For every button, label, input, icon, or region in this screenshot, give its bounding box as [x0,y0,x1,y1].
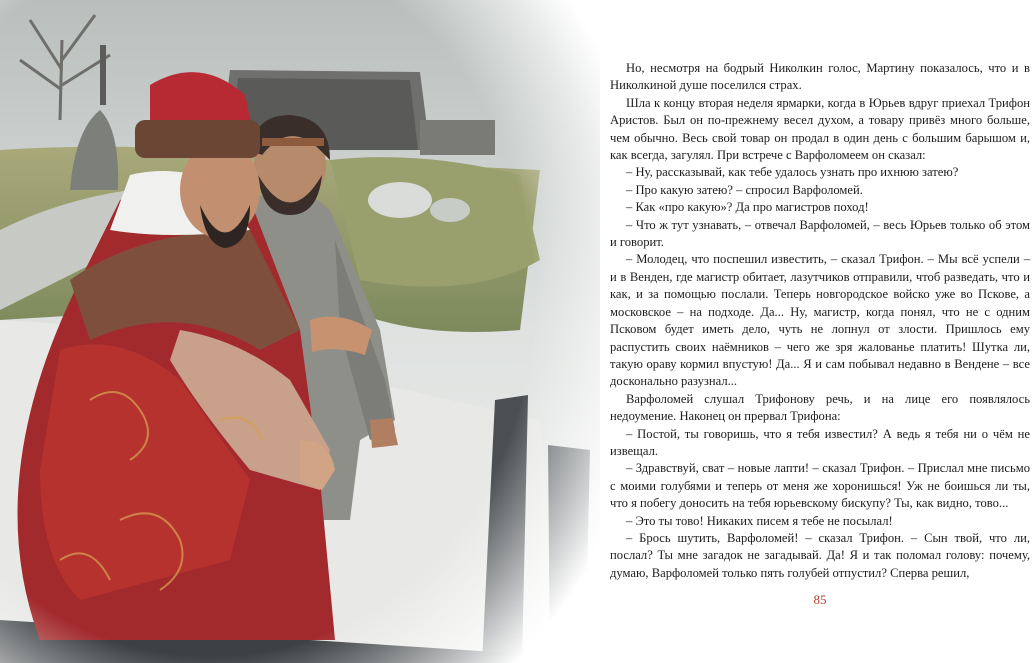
paragraph: Но, несмотря на бодрый Николкин голос, Мартину показалось, что и в Николкиной душе поселился страх. [610,61,1030,93]
paragraph: – Как «про какую»? Да про магистров поход! [626,200,869,215]
paragraph: – Это ты тово! Никаких писем я тебе не посылал! [626,513,893,528]
paragraph: – Про какую затею? – спросил Варфоломей. [626,182,863,197]
paragraph: Шла к концу вторая неделя ярмарки, когда в Юрьев вдруг приехал Трифон Аристов. Был он по-прежнему весел духом, а товару привёз много больше, чем обычно. Весь свой товар он продал в один день с большим барышом и, как всегда, загулял. При встрече с Варфоломеем он сказал: [610,95,1030,163]
text-column [610,60,1030,582]
paragraph: – Постой, ты говоришь, что я тебя известил? А ведь я тебя ни о чём не извещал. [610,426,1030,458]
paragraph: Варфоломей слушал Трифонову речь, и на лице его появлялось недоумение. Наконец он прервал Трифона: [610,391,1030,424]
paragraph: – Здравствуй, сват – новые лапти! – сказал Трифон. – Прислал мне письмо с моими голубями и теперь от меня же хоронишься! Уж не боишься ли ты, что я побегу доносить на тебя юрьевскому бискупу? Ты, как видно, тово... [610,461,1030,511]
paragraph: – Молодец, что поспешил известить, – сказал Трифон. – Мы всё успели – и в Венден, где магистр обитает, лазутчиков отправили, чтоб разведать, что и как, и за помощью послали. Теперь новгородское войско уже во Пскове, а московское – на подходе. Да... Ну, магистр, когда понял, что не с одним Псковом будет иметь дело, чуть не лопнул от злости. Пришлось ему распустить своих наёмников – чего же зря жалованье платить! Шутка ли, такую ораву кормил впустую! Да... Я и сам побывал недавно в Вендене – все досконально разузнал... [610,252,1030,389]
page-number: 85 [813,592,827,607]
paragraph: – Ну, рассказывай, как тебе удалось узнать про ихнюю затею? [626,165,959,180]
paragraph: – Брось шутить, Варфоломей! – сказал Трифон. – Сын твой, что ли, послал? Ты мне загадок не загадывай. Да! Я и так поломал голову: почему, думаю, Варфоломей только пять голубей отпустил? Сперва решил, [610,530,1030,580]
paragraph: – Что ж тут узнавать, – отвечал Варфоломей, – весь Юрьев только об этом и говорит. [610,217,1030,250]
